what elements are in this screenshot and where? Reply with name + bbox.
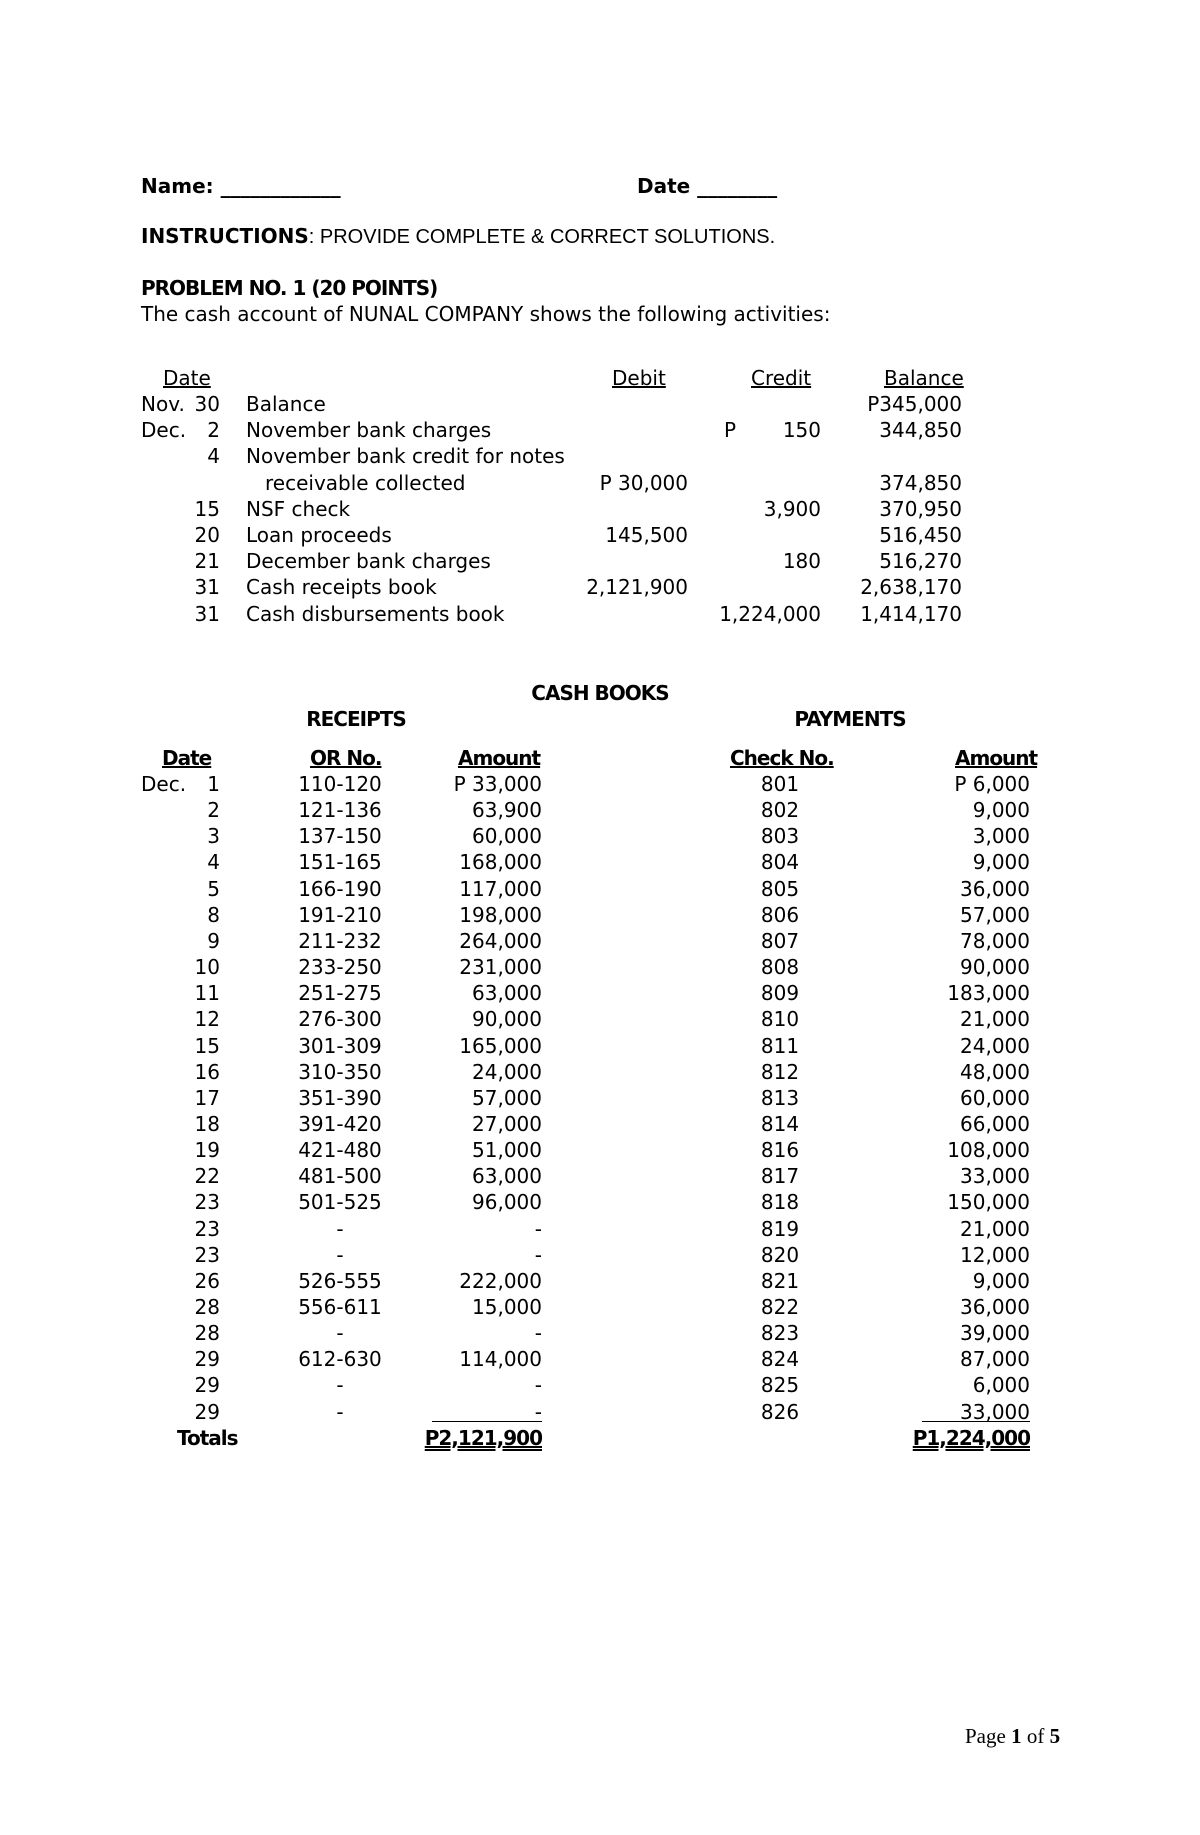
ledger-day: 30 — [194, 392, 220, 416]
receipt-or-number: 276-300 — [298, 1007, 382, 1031]
receipt-day: 1 — [207, 772, 220, 796]
receipt-amount: - — [534, 1321, 542, 1345]
payment-check-number: 807 — [760, 929, 800, 953]
payment-check-number: 823 — [760, 1321, 800, 1345]
receipt-or-number: - — [336, 1217, 344, 1241]
receipt-day: 29 — [194, 1400, 220, 1424]
receipt-day: 29 — [194, 1373, 220, 1397]
receipt-or-number: 251-275 — [298, 981, 382, 1005]
ledger-credit: 180 — [782, 549, 821, 573]
payment-check-number: 816 — [760, 1138, 800, 1162]
payment-amount: 66,000 — [960, 1112, 1030, 1136]
receipt-amount: 198,000 — [459, 903, 542, 927]
payment-amount: 9,000 — [972, 850, 1030, 874]
name-label: Name: ____________ — [141, 174, 341, 198]
receipt-amount: 231,000 — [459, 955, 542, 979]
payment-amount: 150,000 — [947, 1190, 1030, 1214]
ledger-day: 31 — [194, 602, 220, 626]
ledger-balance: 374,850 — [879, 471, 962, 495]
cb-header-date: Date — [162, 746, 212, 770]
payment-amount: 33,000 — [960, 1164, 1030, 1188]
ledger-month: Dec. — [141, 418, 187, 442]
problem-text: The cash account of NUNAL COMPANY shows the following activities: — [141, 302, 831, 326]
receipt-or-number: 391-420 — [298, 1112, 382, 1136]
ledger-header-credit: Credit — [751, 366, 812, 390]
receipt-or-number: 310-350 — [298, 1060, 382, 1084]
ledger-day: 20 — [194, 523, 220, 547]
page-total: 5 — [1049, 1724, 1061, 1748]
page-number: 1 — [1011, 1724, 1022, 1748]
receipt-amount: 63,900 — [472, 798, 542, 822]
receipt-amount: 117,000 — [459, 877, 542, 901]
receipt-or-number: 211-232 — [298, 929, 382, 953]
receipt-day: 23 — [194, 1243, 220, 1267]
ledger-balance: P345,000 — [867, 392, 962, 416]
receipt-day: 23 — [194, 1190, 220, 1214]
receipt-day: 18 — [194, 1112, 220, 1136]
receipt-day: 5 — [207, 877, 220, 901]
payment-amount: 9,000 — [972, 798, 1030, 822]
receipt-day: 23 — [194, 1217, 220, 1241]
payment-check-number: 825 — [760, 1373, 800, 1397]
receipt-or-number: 110-120 — [298, 772, 382, 796]
payments-title: PAYMENTS — [794, 707, 906, 731]
receipt-amount: 57,000 — [472, 1086, 542, 1110]
payment-amount: 24,000 — [960, 1034, 1030, 1058]
page-word: Page — [965, 1724, 1006, 1748]
payment-amount: 21,000 — [960, 1217, 1030, 1241]
ledger-description: Balance — [246, 392, 326, 416]
payment-check-number: 818 — [760, 1190, 800, 1214]
payment-check-number: 811 — [760, 1034, 800, 1058]
receipt-or-number: 481-500 — [298, 1164, 382, 1188]
payment-check-number: 822 — [760, 1295, 800, 1319]
receipt-day: 28 — [194, 1321, 220, 1345]
receipt-or-number: 612-630 — [298, 1347, 382, 1371]
payment-amount: 6,000 — [972, 1373, 1030, 1397]
payment-amount: 36,000 — [960, 877, 1030, 901]
receipts-title: RECEIPTS — [306, 707, 406, 731]
payment-amount: 60,000 — [960, 1086, 1030, 1110]
payment-amount: 90,000 — [960, 955, 1030, 979]
payment-amount: 108,000 — [947, 1138, 1030, 1162]
receipt-or-number: - — [336, 1400, 344, 1424]
receipt-or-number: 166-190 — [298, 877, 382, 901]
receipt-or-number: 151-165 — [298, 850, 382, 874]
payment-amount: P 6,000 — [954, 772, 1030, 796]
receipt-day: 8 — [207, 903, 220, 927]
payment-check-number: 820 — [760, 1243, 800, 1267]
receipt-day: 29 — [194, 1347, 220, 1371]
payment-amount: 87,000 — [960, 1347, 1030, 1371]
ledger-credit-peso: P — [724, 418, 737, 442]
receipt-or-number: 351-390 — [298, 1086, 382, 1110]
receipt-day: 26 — [194, 1269, 220, 1293]
cb-header-receipt-amount: Amount — [458, 746, 541, 770]
payment-check-number: 810 — [760, 1007, 800, 1031]
payment-check-number: 801 — [760, 772, 800, 796]
receipt-amount: 165,000 — [459, 1034, 542, 1058]
receipt-day: 3 — [207, 824, 220, 848]
instructions-line — [141, 223, 775, 250]
receipt-or-number: 421-480 — [298, 1138, 382, 1162]
payment-check-number: 802 — [760, 798, 800, 822]
ledger-header-date: Date — [163, 366, 211, 390]
receipt-day: 19 — [194, 1138, 220, 1162]
ledger-balance: 2,638,170 — [860, 575, 962, 599]
receipt-amount: 60,000 — [472, 824, 542, 848]
receipt-month: Dec. — [141, 772, 187, 796]
payment-check-number: 803 — [760, 824, 800, 848]
receipt-day: 28 — [194, 1295, 220, 1319]
cb-header-or-no: OR No. — [310, 746, 382, 770]
payment-amount: 9,000 — [972, 1269, 1030, 1293]
receipt-amount: 96,000 — [472, 1190, 542, 1214]
ledger-balance: 516,270 — [879, 549, 962, 573]
ledger-description: receivable collected — [265, 471, 466, 495]
payment-amount: 3,000 — [972, 824, 1030, 848]
ledger-description: November bank charges — [246, 418, 492, 442]
ledger-description: Cash receipts book — [246, 575, 437, 599]
payment-amount: 36,000 — [960, 1295, 1030, 1319]
receipt-day: 9 — [207, 929, 220, 953]
receipt-or-number: 191-210 — [298, 903, 382, 927]
receipt-or-number: - — [336, 1321, 344, 1345]
receipt-amount: - — [534, 1243, 542, 1267]
payments-total: P1,224,000 — [912, 1426, 1030, 1450]
receipt-or-number: 121-136 — [298, 798, 382, 822]
payment-amount: 78,000 — [960, 929, 1030, 953]
receipt-amount: 24,000 — [472, 1060, 542, 1084]
ledger-day: 15 — [194, 497, 220, 521]
receipt-day: 4 — [207, 850, 220, 874]
receipt-or-number: - — [336, 1243, 344, 1267]
ledger-day: 31 — [194, 575, 220, 599]
payment-check-number: 817 — [760, 1164, 800, 1188]
receipt-amount: 15,000 — [472, 1295, 542, 1319]
ledger-debit: 145,500 — [605, 523, 688, 547]
cb-header-check-no: Check No. — [730, 746, 834, 770]
receipt-or-number: 301-309 — [298, 1034, 382, 1058]
receipt-day: 12 — [194, 1007, 220, 1031]
ledger-balance: 516,450 — [879, 523, 962, 547]
receipt-amount: 114,000 — [459, 1347, 542, 1371]
receipt-or-number: 501-525 — [298, 1190, 382, 1214]
cb-header-payment-amount: Amount — [955, 746, 1038, 770]
receipt-or-number: 526-555 — [298, 1269, 382, 1293]
ledger-debit: P 30,000 — [599, 471, 688, 495]
receipt-or-number: - — [336, 1373, 344, 1397]
payment-amount: 33,000 — [960, 1400, 1030, 1424]
receipts-total: P2,121,900 — [424, 1426, 542, 1450]
payment-check-number: 821 — [760, 1269, 800, 1293]
receipt-amount: 264,000 — [459, 929, 542, 953]
date-label: Date ________ — [637, 174, 778, 198]
ledger-balance: 370,950 — [879, 497, 962, 521]
receipts-total-rule — [432, 1421, 542, 1422]
cash-books-title: CASH BOOKS — [531, 681, 669, 705]
receipt-amount: 90,000 — [472, 1007, 542, 1031]
receipt-amount: 51,000 — [472, 1138, 542, 1162]
receipt-amount: - — [534, 1400, 542, 1424]
receipt-amount: 27,000 — [472, 1112, 542, 1136]
payment-amount: 57,000 — [960, 903, 1030, 927]
payment-check-number: 812 — [760, 1060, 800, 1084]
of-word: of — [1026, 1724, 1045, 1748]
ledger-balance: 344,850 — [879, 418, 962, 442]
receipt-amount: P 33,000 — [453, 772, 542, 796]
ledger-day: 2 — [207, 418, 220, 442]
payment-check-number: 819 — [760, 1217, 800, 1241]
page-footer — [965, 1724, 1060, 1749]
ledger-description: December bank charges — [246, 549, 491, 573]
receipt-or-number: 137-150 — [298, 824, 382, 848]
ledger-description: Cash disbursements book — [246, 602, 505, 626]
ledger-month: Nov. — [141, 392, 185, 416]
payment-check-number: 805 — [760, 877, 800, 901]
ledger-credit: 150 — [782, 418, 821, 442]
receipt-or-number: 233-250 — [298, 955, 382, 979]
ledger-credit: 3,900 — [763, 497, 821, 521]
payment-check-number: 813 — [760, 1086, 800, 1110]
payment-amount: 183,000 — [947, 981, 1030, 1005]
payment-amount: 12,000 — [960, 1243, 1030, 1267]
payment-amount: 48,000 — [960, 1060, 1030, 1084]
receipt-amount: 63,000 — [472, 1164, 542, 1188]
receipt-amount: 63,000 — [472, 981, 542, 1005]
receipt-or-number: 556-611 — [298, 1295, 382, 1319]
payment-check-number: 804 — [760, 850, 800, 874]
receipt-amount: 168,000 — [459, 850, 542, 874]
receipt-day: 22 — [194, 1164, 220, 1188]
instructions-label: INSTRUCTIONS — [141, 224, 309, 248]
ledger-description: NSF check — [246, 497, 351, 521]
ledger-description: Loan proceeds — [246, 523, 392, 547]
receipt-day: 17 — [194, 1086, 220, 1110]
receipt-day: 10 — [194, 955, 220, 979]
payment-check-number: 824 — [760, 1347, 800, 1371]
payment-check-number: 814 — [760, 1112, 800, 1136]
receipt-day: 2 — [207, 798, 220, 822]
receipt-amount: 222,000 — [459, 1269, 542, 1293]
payments-total-rule — [922, 1421, 1030, 1422]
ledger-day: 21 — [194, 549, 220, 573]
receipt-day: 11 — [194, 981, 220, 1005]
payment-check-number: 806 — [760, 903, 800, 927]
ledger-header-debit: Debit — [612, 366, 666, 390]
ledger-balance: 1,414,170 — [860, 602, 962, 626]
problem-title: PROBLEM NO. 1 (20 POINTS) — [141, 276, 438, 300]
ledger-debit: 2,121,900 — [586, 575, 688, 599]
instructions-text: : PROVIDE COMPLETE & CORRECT SOLUTIONS. — [308, 226, 776, 248]
receipt-day: 16 — [194, 1060, 220, 1084]
ledger-credit: 1,224,000 — [719, 602, 821, 626]
payment-check-number: 826 — [760, 1400, 800, 1424]
totals-label: Totals — [177, 1426, 238, 1450]
receipt-amount: - — [534, 1217, 542, 1241]
payment-check-number: 808 — [760, 955, 800, 979]
payment-check-number: 809 — [760, 981, 800, 1005]
ledger-day: 4 — [207, 444, 220, 468]
receipt-day: 15 — [194, 1034, 220, 1058]
receipt-amount: - — [534, 1373, 542, 1397]
payment-amount: 21,000 — [960, 1007, 1030, 1031]
payment-amount: 39,000 — [960, 1321, 1030, 1345]
ledger-description: November bank credit for notes — [246, 444, 565, 468]
ledger-header-balance: Balance — [884, 366, 964, 390]
